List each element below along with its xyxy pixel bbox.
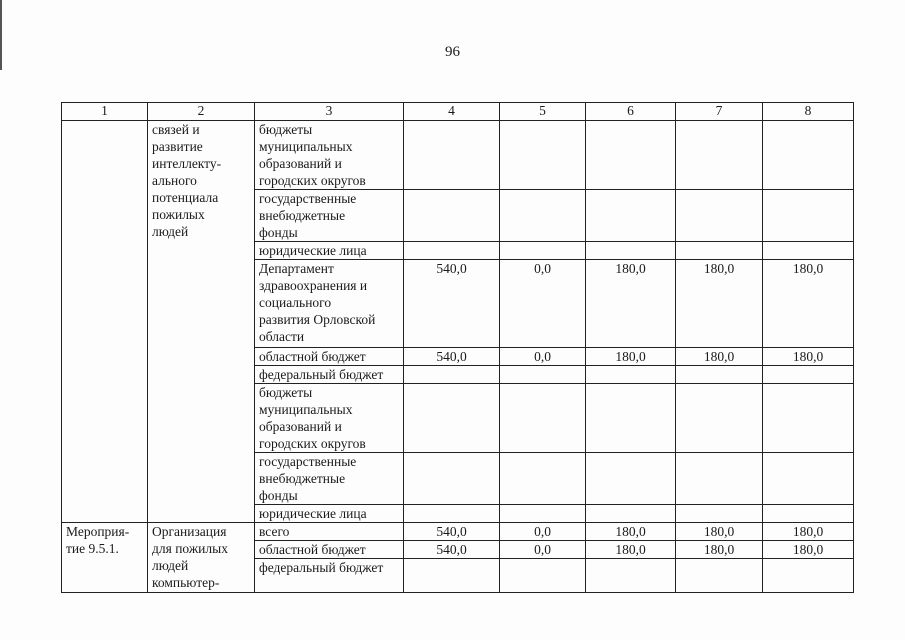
amount-cell: 0,0: [500, 260, 586, 348]
amount-cell: [763, 121, 854, 190]
amount-cell: 540,0: [404, 523, 500, 541]
amount-cell: [676, 121, 763, 190]
amount-cell: [763, 366, 854, 384]
amount-cell: 540,0: [404, 541, 500, 559]
column-header: 2: [148, 103, 255, 121]
amount-cell: [586, 559, 676, 593]
amount-cell: [500, 384, 586, 453]
column-header: 4: [404, 103, 500, 121]
amount-cell: 180,0: [676, 523, 763, 541]
amount-cell: [586, 505, 676, 523]
amount-cell: [500, 505, 586, 523]
amount-cell: 180,0: [586, 523, 676, 541]
amount-cell: [586, 242, 676, 260]
amount-cell: 180,0: [763, 523, 854, 541]
amount-cell: 540,0: [404, 260, 500, 348]
funding-source-cell: бюджеты муниципальных образований и городских округов: [255, 121, 404, 190]
amount-cell: [676, 453, 763, 505]
funding-source-cell: государственные внебюджетные фонды: [255, 190, 404, 242]
funding-source-cell: федеральный бюджет: [255, 559, 404, 593]
amount-cell: [676, 559, 763, 593]
amount-cell: [500, 242, 586, 260]
measure-name-cell: Организация для пожилых людей компьютер-: [148, 523, 255, 593]
amount-cell: [404, 366, 500, 384]
funding-source-cell: государственные внебюджетные фонды: [255, 453, 404, 505]
amount-cell: [763, 242, 854, 260]
funding-source-cell: юридические лица: [255, 505, 404, 523]
amount-cell: [586, 190, 676, 242]
amount-cell: 180,0: [763, 541, 854, 559]
amount-cell: [404, 190, 500, 242]
amount-cell: [404, 559, 500, 593]
column-header: 1: [62, 103, 148, 121]
amount-cell: 180,0: [763, 260, 854, 348]
amount-cell: 180,0: [586, 260, 676, 348]
budget-table: [61, 102, 854, 593]
amount-cell: [676, 242, 763, 260]
amount-cell: [763, 559, 854, 593]
measure-number-cell: Мероприя- тие 9.5.1.: [62, 523, 148, 593]
column-header: 8: [763, 103, 854, 121]
amount-cell: [676, 366, 763, 384]
amount-cell: [404, 121, 500, 190]
table-row: [62, 523, 854, 541]
funding-source-cell: областной бюджет: [255, 348, 404, 366]
amount-cell: 180,0: [676, 541, 763, 559]
amount-cell: [404, 384, 500, 453]
amount-cell: [586, 384, 676, 453]
amount-cell: 180,0: [586, 348, 676, 366]
amount-cell: [500, 190, 586, 242]
amount-cell: [500, 453, 586, 505]
amount-cell: [676, 505, 763, 523]
amount-cell: [500, 366, 586, 384]
column-header: 5: [500, 103, 586, 121]
page-number: 96: [445, 44, 460, 60]
funding-source-cell: областной бюджет: [255, 541, 404, 559]
amount-cell: [676, 190, 763, 242]
table-row: [62, 121, 854, 190]
amount-cell: [404, 453, 500, 505]
amount-cell: [676, 384, 763, 453]
column-header: 3: [255, 103, 404, 121]
funding-source-cell: всего: [255, 523, 404, 541]
amount-cell: [763, 453, 854, 505]
amount-cell: 0,0: [500, 348, 586, 366]
amount-cell: [500, 121, 586, 190]
amount-cell: [404, 242, 500, 260]
amount-cell: [763, 505, 854, 523]
amount-cell: [763, 190, 854, 242]
amount-cell: 180,0: [676, 260, 763, 348]
amount-cell: [404, 505, 500, 523]
amount-cell: 0,0: [500, 541, 586, 559]
column-header: 7: [676, 103, 763, 121]
funding-source-cell: бюджеты муниципальных образований и городских округов: [255, 384, 404, 453]
amount-cell: [586, 453, 676, 505]
measure-number-cell: [62, 121, 148, 523]
funding-source-cell: юридические лица: [255, 242, 404, 260]
table-header-row: [62, 103, 854, 121]
amount-cell: 0,0: [500, 523, 586, 541]
amount-cell: [763, 384, 854, 453]
funding-source-cell: федеральный бюджет: [255, 366, 404, 384]
column-header: 6: [586, 103, 676, 121]
measure-name-cell: связей и развитие интеллекту- ального потенциала пожилых людей: [148, 121, 255, 523]
amount-cell: [586, 121, 676, 190]
funding-source-cell: Департамент здравоохранения и социального развития Орловской области: [255, 260, 404, 348]
amount-cell: 180,0: [586, 541, 676, 559]
amount-cell: 180,0: [676, 348, 763, 366]
amount-cell: [500, 559, 586, 593]
amount-cell: 540,0: [404, 348, 500, 366]
amount-cell: [586, 366, 676, 384]
amount-cell: 180,0: [763, 348, 854, 366]
